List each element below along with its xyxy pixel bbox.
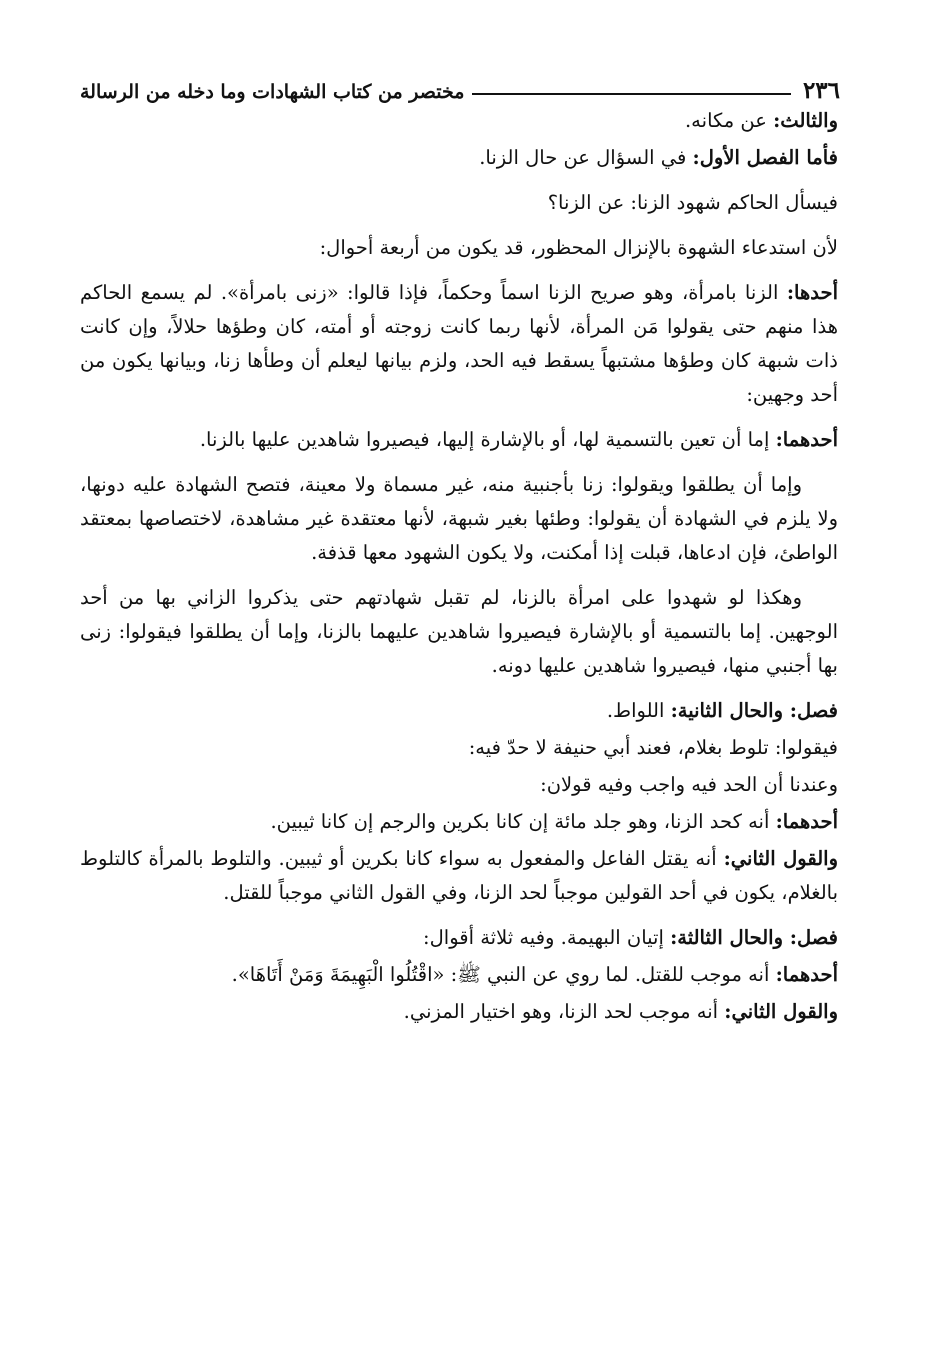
page-body	[80, 104, 838, 1032]
paragraph-lead: أحدهما:	[775, 428, 838, 451]
paragraph-text: إتيان البهيمة. وفيه ثلاثة أقوال:	[423, 926, 664, 949]
paragraph	[80, 958, 838, 992]
paragraph-text: الزنا بامرأة، وهو صريح الزنا اسماً وحكماً، فإذا قالوا: «زنى بامرأة». لم يسمع الحاكم هذا منهم حتى يقولوا مَن المرأة، لأنها ربما كانت زوجته أو أمته، كان وطؤها حلالاً، وإن كانت ذات شبهة كان وطؤها مشتبهاً يسقط فيه الحد، ولزم بيانها ليعلم أن وطأها زنا، وبيانها يكون من أحد وجهين:	[80, 281, 838, 406]
paragraph-lead: أحدها:	[786, 281, 838, 304]
paragraph-lead: فأما الفصل الأول:	[692, 146, 838, 169]
header-rule	[472, 93, 791, 95]
paragraph-text: أنه يقتل الفاعل والمفعول به سواء كانا بكرين أو ثيبين. والتلوط بالمرأة كالتلوط بالغلام، يكون في أحد القولين موجباً لحد الزنا، وفي القول الثاني موجباً للقتل.	[80, 847, 838, 904]
paragraph-text: وهكذا لو شهدوا على امرأة بالزنا، لم تقبل شهادتهم حتى يذكروا الزاني بها من أحد الوجهين. إما بالتسمية أو بالإشارة فيصيروا شاهدين عليهما بالزنا، وإما أن يطلقوا فيقولوا: زنى بها أجنبي منها، فيصيروا شاهدين عليها دونه.	[80, 586, 838, 677]
paragraph	[80, 581, 838, 683]
paragraph-text: أنه كحد الزنا، وهو جلد مائة إن كانا بكرين والرجم إن كانا ثيبين.	[270, 810, 770, 833]
paragraph-text: وعندنا أن الحد فيه واجب وفيه قولان:	[540, 773, 838, 796]
paragraph-text: عن مكانه.	[684, 109, 767, 132]
paragraph-text: أنه موجب لحد الزنا، وهو اختيار المزني.	[403, 1000, 719, 1023]
paragraph-lead: والقول الثاني:	[724, 1000, 838, 1023]
running-title: مختصر من كتاب الشهادات وما دخله من الرسالة	[80, 81, 465, 103]
paragraph	[80, 731, 838, 765]
paragraph	[80, 104, 838, 138]
running-header	[80, 68, 840, 102]
paragraph-lead: فصل: والحال الثالثة:	[670, 926, 838, 949]
paragraph-text: اللواط.	[606, 699, 665, 722]
paragraph-text: لأن استدعاء الشهوة بالإنزال المحظور، قد يكون من أربعة أحوال:	[319, 236, 838, 259]
paragraph	[80, 694, 838, 728]
paragraph	[80, 768, 838, 802]
paragraph	[80, 276, 838, 412]
paragraph-lead: أحدهما:	[775, 963, 838, 986]
paragraph	[80, 805, 838, 839]
paragraph-lead: فصل: والحال الثانية:	[670, 699, 838, 722]
paragraph-lead: أحدهما:	[775, 810, 838, 833]
paragraph-text: وإما أن يطلقوا ويقولوا: زنا بأجنبية منه، غير مسماة ولا معينة، فتصح الشهادة عليه دونها، ولا يلزم في الشهادة أن يقولوا: وطئها بغير شبهة، لأنها معتقدة غير مشاهدة، لاختصاصها بمعتقد الواطئ، فإن ادعاها، قبلت إذا أمكنت، ولا يكون الشهود معها قذفة.	[80, 473, 838, 564]
paragraph	[80, 995, 838, 1029]
paragraph	[80, 423, 838, 457]
paragraph-lead: والقول الثاني:	[723, 847, 838, 870]
page-number: ٢٣٦	[802, 77, 840, 104]
paragraph-text: أنه موجب للقتل. لما روي عن النبي ﷺ: «اقْتُلُوا الْبَهِيمَةَ وَمَنْ أَتَاهَا».	[231, 963, 770, 986]
paragraph-text: فيقولوا: تلوط بغلام، فعند أبي حنيفة لا حدّ فيه:	[468, 736, 838, 759]
paragraph	[80, 186, 838, 220]
paragraph	[80, 921, 838, 955]
paragraph	[80, 842, 838, 910]
paragraph	[80, 468, 838, 570]
paragraph-lead: والثالث:	[773, 109, 838, 132]
paragraph	[80, 141, 838, 175]
paragraph	[80, 231, 838, 265]
paragraph-text: إما أن تعين بالتسمية لها، أو بالإشارة إليها، فيصيروا شاهدين عليها بالزنا.	[199, 428, 770, 451]
paragraph-text: في السؤال عن حال الزنا.	[479, 146, 687, 169]
paragraph-text: فيسأل الحاكم شهود الزنا: عن الزنا؟	[547, 191, 838, 214]
